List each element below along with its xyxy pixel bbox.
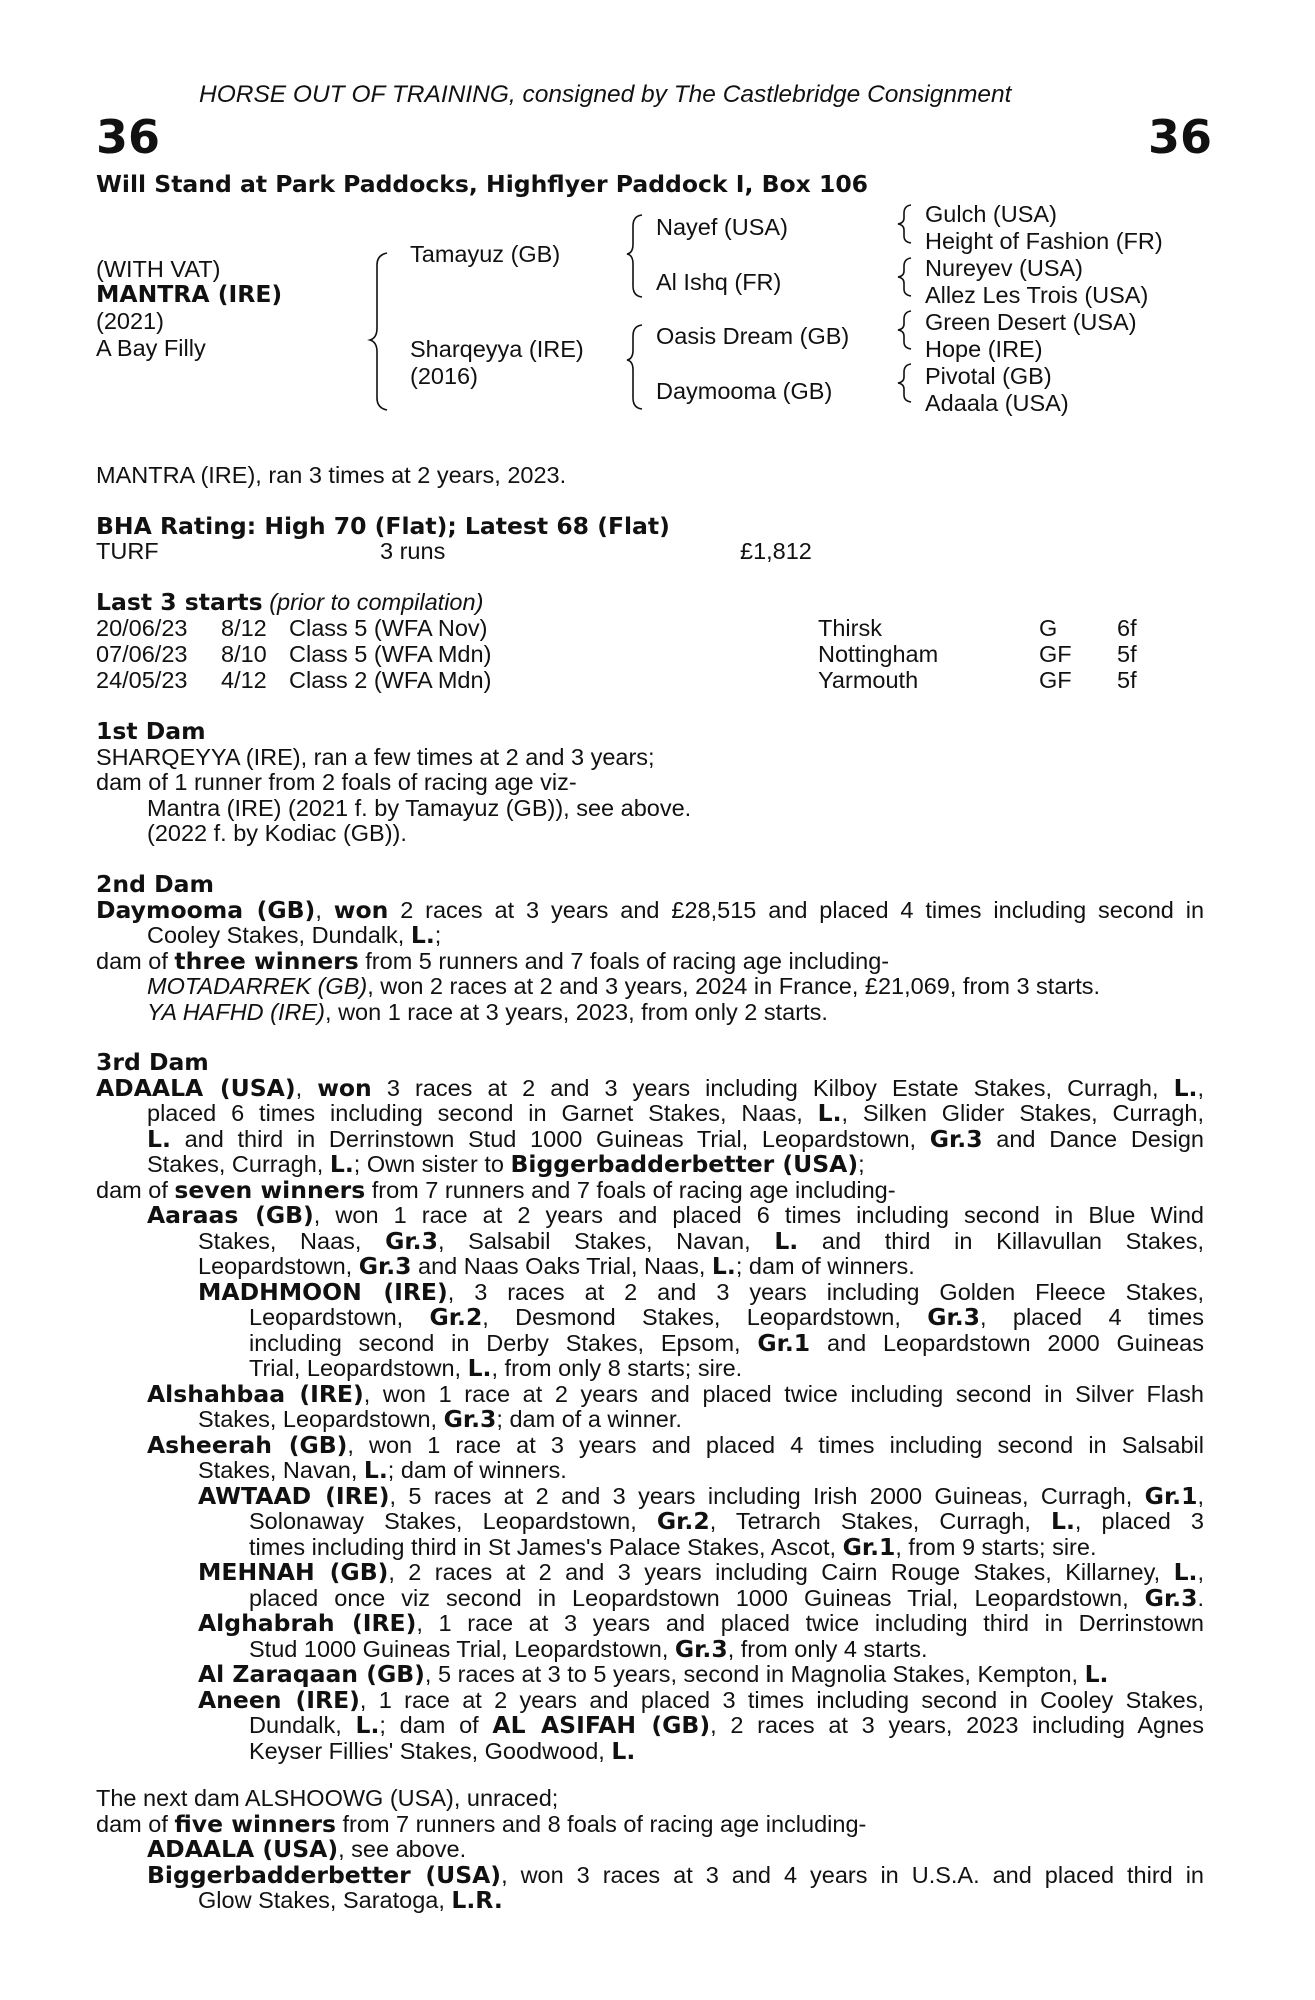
produce-line: Leopardstown, Gr.3 and Naas Oaks Trial, Naas, L.; dam of winners.	[198, 1252, 915, 1280]
table-row	[0, 668, 1315, 694]
third-dam-title: 3rd Dam	[96, 1048, 209, 1076]
race-summary: MANTRA (IRE), ran 3 times at 2 years, 2023.	[96, 462, 567, 488]
pedigree-g5: Green Desert (USA)	[925, 309, 1137, 335]
start-date: 24/05/23	[96, 667, 188, 693]
first-dam-section	[96, 719, 1204, 847]
lot-number-right: 36	[1148, 110, 1213, 164]
start-position: 4/12	[221, 667, 267, 693]
produce-line: Stakes, Naas, Gr.3, Salsabil Stakes, Navan, L. and third in Killavullan Stakes,	[198, 1226, 1204, 1255]
first-dam-line: (2022 f. by Kodiac (GB)).	[147, 820, 407, 846]
start-class: Class 2 (WFA Mdn)	[289, 667, 492, 693]
third-dam-line: L. and third in Derrinstown Stud 1000 Guineas Trial, Leopardstown, Gr.3 and Dance Design	[147, 1124, 1204, 1153]
start-distance: 6f	[1117, 615, 1137, 641]
won-label: won	[333, 895, 389, 924]
start-going: GF	[1039, 641, 1072, 667]
produce-line: Leopardstown, Gr.2, Desmond Stakes, Leopardstown, Gr.3, placed 4 times	[249, 1303, 1204, 1331]
first-dam-line: SHARQEYYA (IRE), ran a few times at 2 and 3 years;	[96, 743, 655, 770]
rating-runs: 3 runs	[380, 538, 446, 564]
horse-name: MANTRA (IRE)	[96, 280, 283, 308]
second-dam-line: dam of three winners from 5 runners and 7 foals of racing age including-	[96, 946, 890, 975]
start-position: 8/12	[221, 615, 267, 641]
start-going: GF	[1039, 667, 1072, 693]
pedigree-g3: Nureyev (USA)	[925, 255, 1084, 281]
pedigree-sire: Tamayuz (GB)	[410, 241, 561, 267]
pedigree-g1: Gulch (USA)	[925, 201, 1057, 227]
next-dam-line: ADAALA (USA), see above.	[147, 1835, 467, 1863]
third-dam-section	[96, 1050, 1204, 1764]
horse-description: A Bay Filly	[96, 335, 206, 361]
table-row	[0, 642, 1315, 668]
next-dam-line: The next dam ALSHOOWG (USA), unraced;	[96, 1785, 559, 1811]
produce-line: Solonaway Stakes, Leopardstown, Gr.2, Tetrarch Stakes, Curragh, L., placed 3	[249, 1507, 1204, 1535]
consignment-header: HORSE OUT OF TRAINING, consigned by The Castlebridge Consignment	[199, 81, 1012, 108]
start-date: 07/06/23	[96, 641, 188, 667]
pedigree-g4: Allez Les Trois (USA)	[925, 282, 1149, 308]
pedigree-sire-sire: Nayef (USA)	[656, 214, 788, 240]
produce-line: times including third in St James's Palace Stakes, Ascot, Gr.1, from 9 starts; sire.	[249, 1532, 1097, 1561]
produce-line: MEHNAH (GB), 2 races at 2 and 3 years including Cairn Rouge Stakes, Killarney, L.,	[198, 1558, 1204, 1586]
lot-number-left: 36	[96, 110, 161, 164]
second-dam-line: Daymooma (GB), won 2 races at 3 years and £28,515 and placed 4 times including second in	[96, 895, 1205, 924]
dam-name: Daymooma (GB)	[96, 895, 316, 924]
produce-line: placed once viz second in Leopardstown 1000 Guineas Trial, Leopardstown, Gr.3.	[249, 1583, 1204, 1612]
pedigree-sire-dam: Al Ishq (FR)	[656, 269, 782, 295]
start-course: Thirsk	[818, 615, 882, 641]
produce-line: Asheerah (GB), won 1 race at 3 years and placed 4 times including second in Salsabil	[147, 1430, 1204, 1459]
start-distance: 5f	[1117, 667, 1137, 693]
start-class: Class 5 (WFA Mdn)	[289, 641, 492, 667]
produce-line: Aneen (IRE), 1 race at 2 years and placed 3 times including second in Cooley Stakes,	[198, 1685, 1204, 1714]
second-dam-title: 2nd Dam	[96, 870, 214, 898]
second-dam-line: Cooley Stakes, Dundalk, L.;	[147, 921, 442, 949]
second-dam-section	[96, 872, 1204, 1025]
next-dam-line: Glow Stakes, Saratoga, L.R.	[198, 1886, 503, 1914]
third-dam-line: ADAALA (USA), won 3 races at 2 and 3 years including Kilboy Estate Stakes, Curragh, L.,	[96, 1073, 1204, 1102]
produce-line: Dundalk, L.; dam of AL ASIFAH (GB), 2 races at 3 years, 2023 including Agnes	[249, 1711, 1204, 1739]
pedigree-dam-dam: Daymooma (GB)	[656, 378, 833, 404]
rating-earnings: £1,812	[740, 538, 812, 564]
last-starts-title: Last 3 starts	[96, 588, 263, 616]
table-row	[0, 616, 1315, 642]
produce-line: Stakes, Navan, L.; dam of winners.	[198, 1456, 567, 1484]
next-dam-line: dam of five winners from 7 runners and 8 foals of racing age including-	[96, 1809, 867, 1838]
start-date: 20/06/23	[96, 615, 188, 641]
first-dam-title: 1st Dam	[96, 717, 206, 745]
stall-location: Will Stand at Park Paddocks, Highflyer Paddock I, Box 106	[96, 170, 869, 198]
produce-line: MADHMOON (IRE), 3 races at 2 and 3 years including Golden Fleece Stakes,	[198, 1277, 1204, 1306]
pedigree-g7: Pivotal (GB)	[925, 363, 1052, 389]
start-distance: 5f	[1117, 641, 1137, 667]
start-going: G	[1039, 615, 1058, 641]
produce-line: Alshahbaa (IRE), won 1 race at 2 years and placed twice including second in Silver Flash	[147, 1379, 1204, 1408]
start-class: Class 5 (WFA Nov)	[289, 615, 488, 641]
start-position: 8/10	[221, 641, 267, 667]
rating-surface: TURF	[96, 538, 159, 564]
start-course: Yarmouth	[818, 667, 919, 693]
first-dam-line: dam of 1 runner from 2 foals of racing age viz-	[96, 769, 577, 795]
pedigree-g6: Hope (IRE)	[925, 336, 1043, 362]
pedigree-dam-year: (2016)	[410, 363, 478, 389]
produce-line: Aaraas (GB), won 1 race at 2 years and placed 6 times including second in Blue Wind	[147, 1201, 1204, 1229]
pedigree-dam-sire: Oasis Dream (GB)	[656, 323, 850, 349]
start-course: Nottingham	[818, 641, 939, 667]
pedigree-brackets	[0, 0, 1315, 420]
produce-line: AWTAAD (IRE), 5 races at 2 and 3 years including Irish 2000 Guineas, Curragh, Gr.1,	[198, 1481, 1204, 1510]
second-dam-line: YA HAFHD (IRE), won 1 race at 3 years, 2023, from only 2 starts.	[147, 998, 828, 1025]
third-dam-line: placed 6 times including second in Garnet Stakes, Naas, L., Silken Glider Stakes, Curragh,	[147, 1099, 1204, 1127]
produce-line: Trial, Leopardstown, L., from only 8 starts; sire.	[249, 1354, 743, 1382]
produce-line: Al Zaraqaan (GB), 5 races at 3 to 5 years, second in Magnolia Stakes, Kempton, L.	[198, 1660, 1109, 1688]
third-dam-line: dam of seven winners from 7 runners and 7 foals of racing age including-	[96, 1175, 896, 1204]
pedigree-dam: Sharqeyya (IRE)	[410, 336, 584, 362]
second-dam-line: MOTADARREK (GB), won 2 races at 2 and 3 years, 2024 in France, £21,069, from 3 starts.	[147, 973, 1101, 999]
vat-note: (WITH VAT)	[96, 256, 221, 282]
produce-line: including second in Derby Stakes, Epsom, Gr.1 and Leopardstown 2000 Guineas	[249, 1328, 1204, 1357]
pedigree-g8: Adaala (USA)	[925, 390, 1069, 416]
last-starts-note: (prior to compilation)	[269, 589, 484, 615]
produce-line: Stakes, Leopardstown, Gr.3; dam of a winner.	[198, 1405, 682, 1433]
bha-rating: BHA Rating: High 70 (Flat); Latest 68 (Flat)	[96, 512, 670, 540]
third-dam-line: Stakes, Curragh, L.; Own sister to Biggerbadderbetter (USA);	[147, 1150, 865, 1178]
produce-line: Alghabrah (IRE), 1 race at 3 years and placed twice including third in Derrinstown	[198, 1609, 1204, 1637]
next-dam-section	[96, 1786, 1204, 1914]
first-dam-line: Mantra (IRE) (2021 f. by Tamayuz (GB)), see above.	[147, 794, 692, 821]
pedigree-g2: Height of Fashion (FR)	[925, 228, 1163, 254]
produce-line: Keyser Fillies' Stakes, Goodwood, L.	[249, 1736, 636, 1765]
next-dam-line: Biggerbadderbetter (USA), won 3 races at 3 and 4 years in U.S.A. and placed third in	[147, 1860, 1205, 1889]
horse-year: (2021)	[96, 308, 164, 334]
last-starts-heading	[96, 590, 483, 616]
produce-line: Stud 1000 Guineas Trial, Leopardstown, Gr.3, from only 4 starts.	[249, 1634, 928, 1663]
